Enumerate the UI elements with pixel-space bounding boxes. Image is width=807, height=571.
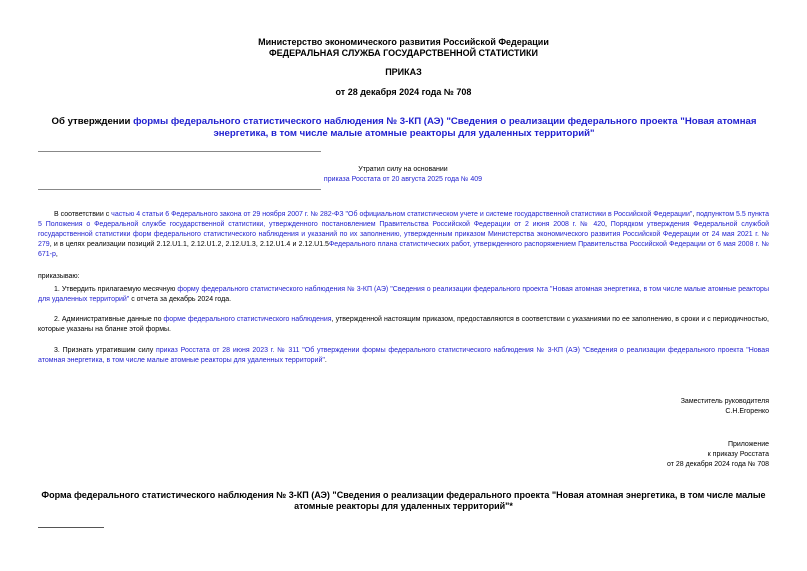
- form-title: Форма федерального статистического наблюдения № 3-КП (АЭ) "Сведения о реализации федерального проекта "Новая атомная энергетика, в том числе малые атомные реакторы для удаленных территорий"*: [41, 490, 766, 511]
- footnote-divider: [38, 527, 104, 528]
- document-header: [0, 37, 807, 59]
- appendix-block: [667, 440, 769, 470]
- order-subject-link[interactable]: формы федерального статистического наблюдения № 3-КП (АЭ) "Сведения о реализации федерального проекта "Новая атомная энергетика, в том числе малые атомные реакторы для удаленных территорий": [133, 116, 757, 139]
- text: ,: [692, 211, 697, 218]
- order-subject-prefix: Об утверждении: [51, 116, 134, 127]
- plan-link[interactable]: Федерального плана статистических работ, утвержденного распоряжением Правительства Российской Федерации от 6 мая 2008 г. № 671-р: [38, 241, 769, 258]
- divider: [38, 151, 321, 152]
- repealed-order-link[interactable]: приказ Росстата от 28 июня 2023 г. № 311 "Об утверждении формы федерального статистического наблюдения № 3-КП (АЭ) "Сведения о реализации федерального проекта "Новая атомная энергетика, в том числе малые атомные реакторы для удаленных территорий": [38, 347, 769, 364]
- lost-force-text: Утратил силу на основании: [358, 166, 448, 173]
- form-link[interactable]: форму федерального статистического наблюдения № 3-КП (АЭ) "Сведения о реализации федерального проекта "Новая атомная энергетика, в том числе малые атомные реакторы для удаленных территорий": [38, 286, 769, 303]
- text: .: [324, 357, 327, 364]
- text: 2. Административные данные по: [54, 316, 164, 323]
- form-link[interactable]: форме федерального статистического наблюдения: [163, 316, 332, 323]
- appendix-line: от 28 декабря 2024 года № 708: [667, 461, 769, 468]
- order-item-1: [38, 285, 769, 305]
- order-subject: [38, 116, 770, 140]
- signer-name: С.Н.Егоренко: [725, 408, 769, 415]
- order-item-2: [38, 315, 769, 335]
- ministry-name: Министерство экономического развития Российской Федерации: [258, 37, 549, 47]
- order-date: от 28 декабря 2024 года № 708: [335, 87, 472, 97]
- divider: [38, 189, 321, 190]
- doc-type: ПРИКАЗ: [385, 67, 422, 77]
- lost-force-note: [300, 165, 506, 185]
- signer-position: Заместитель руководителя: [680, 398, 769, 405]
- appendix-line: Приложение: [727, 441, 769, 448]
- order-item-3: [38, 346, 769, 366]
- appendix-line: к приказу Росстата: [707, 451, 769, 458]
- text: , и в целях реализации позиций 2.12.U1.1, 2.12.U1.2, 2.12.U1.3, 2.12.U1.4 и 2.12.U1.5: [49, 241, 329, 248]
- preamble-paragraph: [38, 210, 769, 260]
- text: 1. Утвердить прилагаемую месячную: [54, 286, 178, 293]
- text: с отчета за декабрь 2024 года.: [129, 296, 232, 303]
- orders-word: приказываю:: [38, 273, 80, 280]
- law-link[interactable]: частью 4 статьи 6 Федерального закона от 29 ноября 2007 г. № 282-ФЗ "Об официальном статистическом учете и системе государственной статистики в Российской Федерации": [111, 211, 693, 218]
- regulation-link[interactable]: подпунктом 5.5 пункта 5 Положения о Федеральной службе государственной статистики, утвержденного постановлением Правительства Российской Федерации от 2 июня 2008 г. № 420: [38, 211, 770, 228]
- signature-block: [681, 397, 769, 417]
- text: , утвержденной настоящим приказом, предоставляются в соответствии с указаниями по ее заполнению, в сроки и с периодичностью, которые указаны на бланке этой формы.: [38, 316, 769, 333]
- procedure-link[interactable]: Порядком утверждения Федеральной службой государственной статистики форм федерального статистического наблюдения и указаний по их заполнению, утвержденным приказом Министерства экономического развития Российской Федерации от 24 мая 2021 г. № 279: [38, 221, 770, 248]
- text: ,: [55, 251, 58, 258]
- text: В соответствии с: [54, 211, 112, 218]
- service-name: ФЕДЕРАЛЬНАЯ СЛУЖБА ГОСУДАРСТВЕННОЙ СТАТИСТИКИ: [269, 48, 538, 58]
- text: ,: [605, 221, 611, 228]
- text: 3. Признать утратившим силу: [54, 347, 156, 354]
- lost-force-link[interactable]: приказа Росстата от 20 августа 2025 года № 409: [323, 176, 483, 183]
